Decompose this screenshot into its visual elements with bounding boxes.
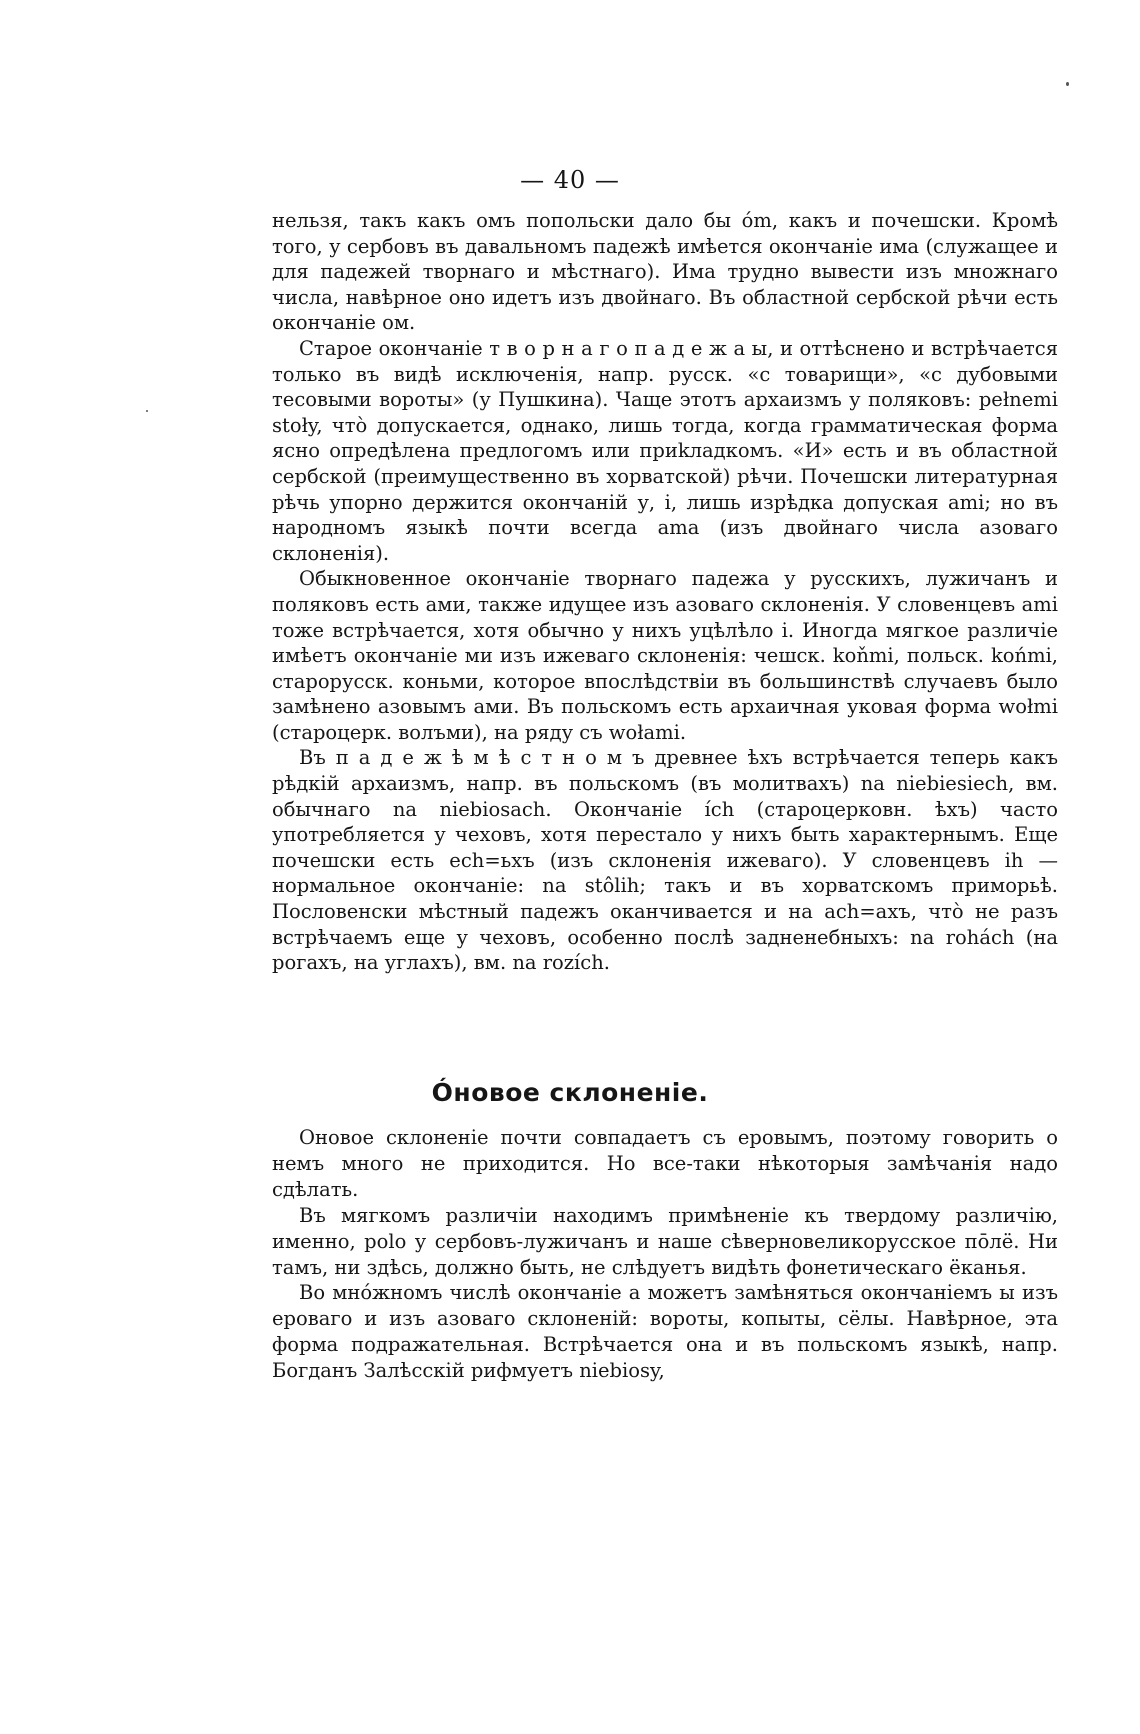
paragraph-locative-case: Въ п а д е ж ѣ м ѣ с т н о м ъ древнее ѣхъ встрѣчается теперь какъ рѣдкій архаизмъ, напр. въ польскомъ (въ молитвахъ) na niebiesiech, вм. обычнаго na niebiosach. Окончаніе ích (староцерковн. ѣхъ) часто употребляется у чеховъ, хотя перестало у нихъ быть характернымъ. Еще почешски есть ech=ьхъ (изъ склоненія ижеваго). У словенцевъ ih — нормальное окончаніе: na stôlih; такъ и въ хорватскомъ приморьѣ. Пословенски мѣстный падежъ оканчивается и на ach=ахъ, чтò не разъ встрѣчаемъ еще у чеховъ, особенно послѣ задненебныхъ: na rohách (на рогахъ, на углахъ), вм. na rozích. xyxy=(272,746,1058,975)
print-speck xyxy=(146,410,148,412)
paragraph-soft-variant: Въ мягкомъ различіи находимъ примѣненіе къ твердому различію, именно, polo у сербовъ-лужичанъ и наше сѣверновеликорусское пōлё. Ни тамъ, ни здѣсь, должно быть, не слѣдуетъ видѣть фонетическаго ёканья. xyxy=(272,1203,1058,1279)
page-number: — 40 — xyxy=(520,166,620,194)
paragraph-instrumental-ami: Обыкновенное окончаніе творнаго падежа у русскихъ, лужичанъ и поляковъ есть ами, также идущее изъ азоваго склоненія. У словенцевъ ami тоже встрѣчается, хотя обычно у нихъ уцѣлѣло i. Иногда мягкое различіе имѣетъ окончаніе ми изъ ижеваго склоненія: чешск. koňmi, польск. końmi, старорусск. коньми, которое впослѣдствіи въ большинствѣ случаевъ было замѣнено азовымъ ами. Въ польскомъ есть архаичная уковая форма wołmi (староцерк. волъми), на ряду съ wołami. xyxy=(272,567,1058,744)
paragraph-instrumental-case: Старое окончаніе т в о р н а г о п а д е ж а ы, и оттѣснено и встрѣчается только въ видѣ исключенія, напр. русск. «с товарищи», «с дубовыми тесовыми вороты» (у Пушкина). Чаще этотъ архаизмъ у поляковъ: pełnemi stoły, чтò допускается, однако, лишь тогда, когда грамматическая форма ясно опредѣлена предлогомъ или приkладкомъ. «И» есть и въ областной сербской (преимущественно въ хорватской) рѣчи. Почешски литературная рѣчь упорно держится окончаній у, i, лишь изрѣдка допуская ami; но въ народномъ языкѣ почти всегда ama (изъ двойнаго числа азоваго склоненія). xyxy=(272,336,1058,565)
paragraph-intro: Оновое склоненіе почти совпадаетъ съ еровымъ, поэтому говорить о немъ много не приходится. Но все-таки нѣкоторыя замѣчанія надо сдѣлать. xyxy=(272,1126,1058,1201)
section-heading: Óновое склоненіе. xyxy=(431,1078,709,1107)
paragraph-continuation: нельзя, такъ какъ омъ попольски дало бы óm, какъ и почешски. Кромѣ того, у сербовъ въ давальномъ падежѣ имѣется окончаніе има (служащее и для падежей творнаго и мѣстнаго). Има трудно вывести изъ множнаго числа, навѣрное оно идетъ изъ двойнаго. Въ областной сербской рѣчи есть окончаніе ом. xyxy=(272,209,1058,335)
print-speck xyxy=(1066,82,1069,86)
section-text-block xyxy=(272,1125,1058,1384)
main-text-block xyxy=(272,208,1058,976)
paragraph-plural: Во мнóжномъ числѣ окончаніе а можетъ замѣняться окончаніемъ ы изъ ероваго и изъ азоваго склоненій: вороты, копыты, сёлы. Навѣрное, эта форма подражательная. Встрѣчается она и въ польскомъ языкѣ, напр. Богданъ Залѣсскій рифмуетъ niebiosy, xyxy=(272,1281,1058,1383)
